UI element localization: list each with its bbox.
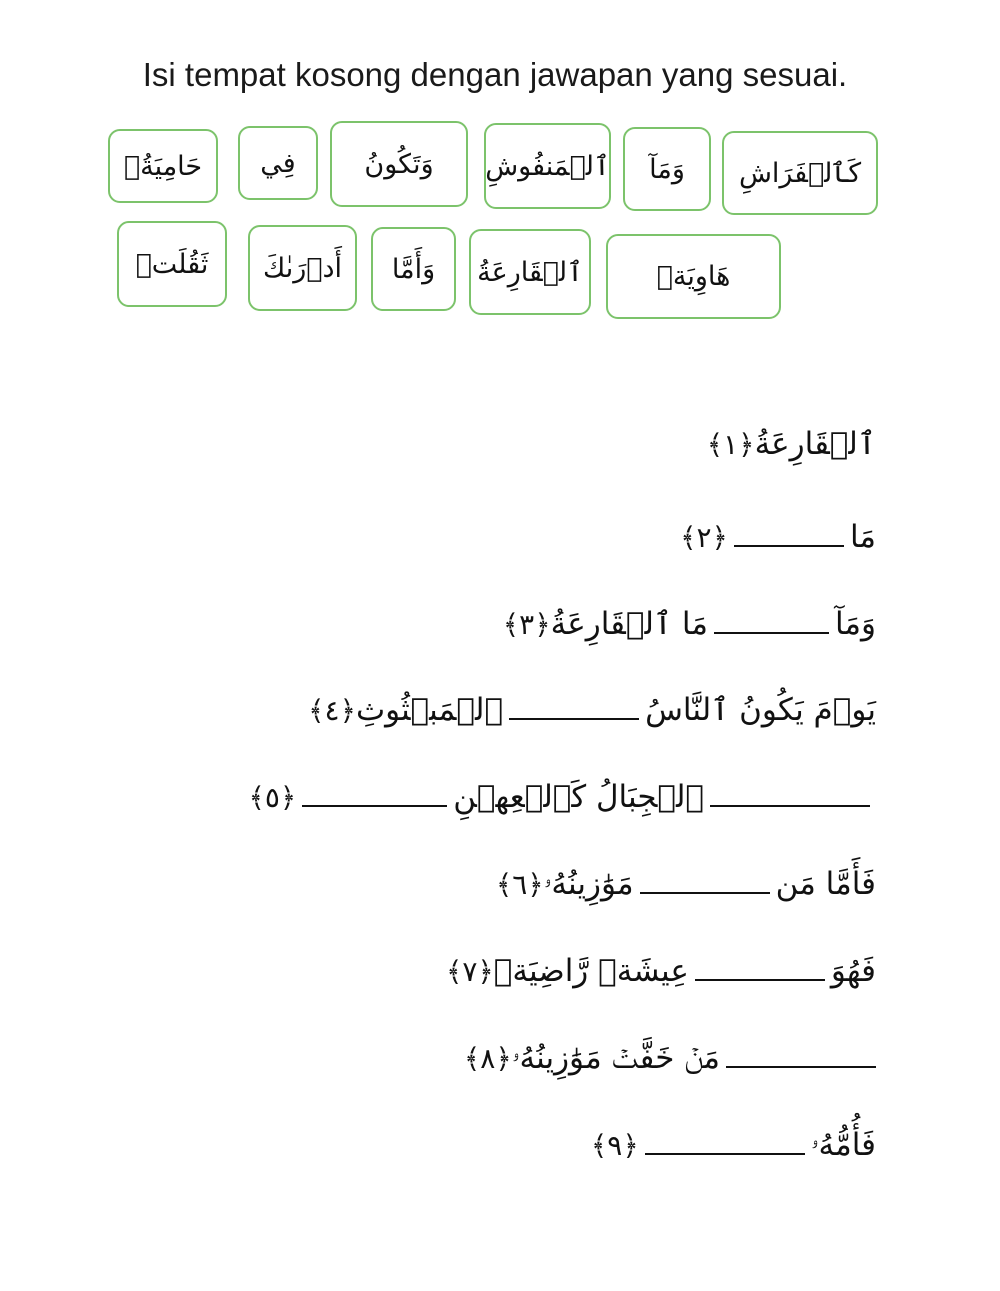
answer-blank[interactable]	[714, 604, 829, 634]
verse-4	[308, 690, 876, 731]
verse-2	[680, 517, 876, 558]
verse-number: ﴿٥﴾	[248, 781, 297, 814]
verse-9	[591, 1125, 876, 1166]
word-chip[interactable]: كَٱلۡفَرَاشِ	[722, 131, 878, 215]
word-chip[interactable]: هَاوِيَةٞ	[606, 234, 781, 319]
answer-blank[interactable]	[726, 1038, 876, 1068]
word-chip[interactable]: ٱلۡمَنفُوشِ	[484, 123, 611, 209]
verse-1	[707, 424, 876, 465]
answer-blank[interactable]	[509, 690, 639, 720]
answer-blank[interactable]	[640, 864, 770, 894]
word-chip[interactable]: ٱلۡقَارِعَةُ	[469, 229, 591, 315]
verse-text: مَا ٱلۡقَارِعَةُ	[550, 606, 708, 642]
verse-number: ﴿٢﴾	[680, 521, 728, 554]
verse-5	[248, 777, 876, 818]
verse-number: ﴿٨﴾	[463, 1042, 512, 1075]
instruction-title: Isi tempat kosong dengan jawapan yang sesuai.	[142, 56, 848, 93]
verse-number: ﴿٤﴾	[308, 694, 356, 727]
verse-text: ٱلۡمَبۡثُوثِ	[355, 692, 504, 728]
answer-blank[interactable]	[645, 1125, 805, 1155]
verse-text: عِيشَةٖ رَّاضِيَةٖ	[493, 953, 689, 989]
verse-text: ٱلۡجِبَالُ كَٱلۡعِهۡنِ	[453, 779, 704, 815]
verse-text: مَا	[849, 519, 876, 555]
answer-blank[interactable]	[710, 777, 870, 807]
verse-6	[496, 864, 876, 905]
word-chip[interactable]: فِي	[238, 126, 318, 200]
verse-text: فَهُوَ	[830, 953, 876, 989]
verse-number: ﴿٣﴾	[502, 608, 551, 641]
verse-number: ﴿٧﴾	[445, 955, 494, 988]
verse-text: فَأُمُّهُۥ	[810, 1127, 876, 1163]
verse-3	[503, 604, 876, 645]
word-chip[interactable]: أَدۡرَىٰكَ	[248, 225, 357, 311]
answer-blank[interactable]	[302, 777, 447, 807]
verse-text: ٱلۡقَارِعَةُ	[754, 426, 876, 462]
answer-blank[interactable]	[695, 951, 825, 981]
verse-number: ﴿١﴾	[706, 428, 755, 461]
verse-number: ﴿٩﴾	[590, 1129, 639, 1162]
verse-text: مَوَٰزِينُهُۥ	[543, 866, 634, 902]
verse-text: مَنۡ خَفَّتۡ مَوَٰزِينُهُۥ	[511, 1040, 720, 1076]
word-chip[interactable]: وَمَآ	[623, 127, 711, 211]
answer-blank[interactable]	[734, 517, 844, 547]
word-chip[interactable]: وَأَمَّا	[371, 227, 456, 311]
verse-8	[464, 1038, 882, 1079]
verse-7	[446, 951, 876, 992]
word-chip[interactable]: وَتَكُونُ	[330, 121, 468, 207]
verse-number: ﴿٦﴾	[495, 868, 544, 901]
verse-text: فَأَمَّا مَن	[775, 866, 876, 902]
word-chip[interactable]: ثَقُلَتۡ	[117, 221, 227, 307]
verse-text: وَمَآ	[834, 606, 876, 642]
verse-text: يَوۡمَ يَكُونُ ٱلنَّاسُ	[645, 692, 876, 728]
word-chip[interactable]: حَامِيَةُۢ	[108, 129, 218, 203]
